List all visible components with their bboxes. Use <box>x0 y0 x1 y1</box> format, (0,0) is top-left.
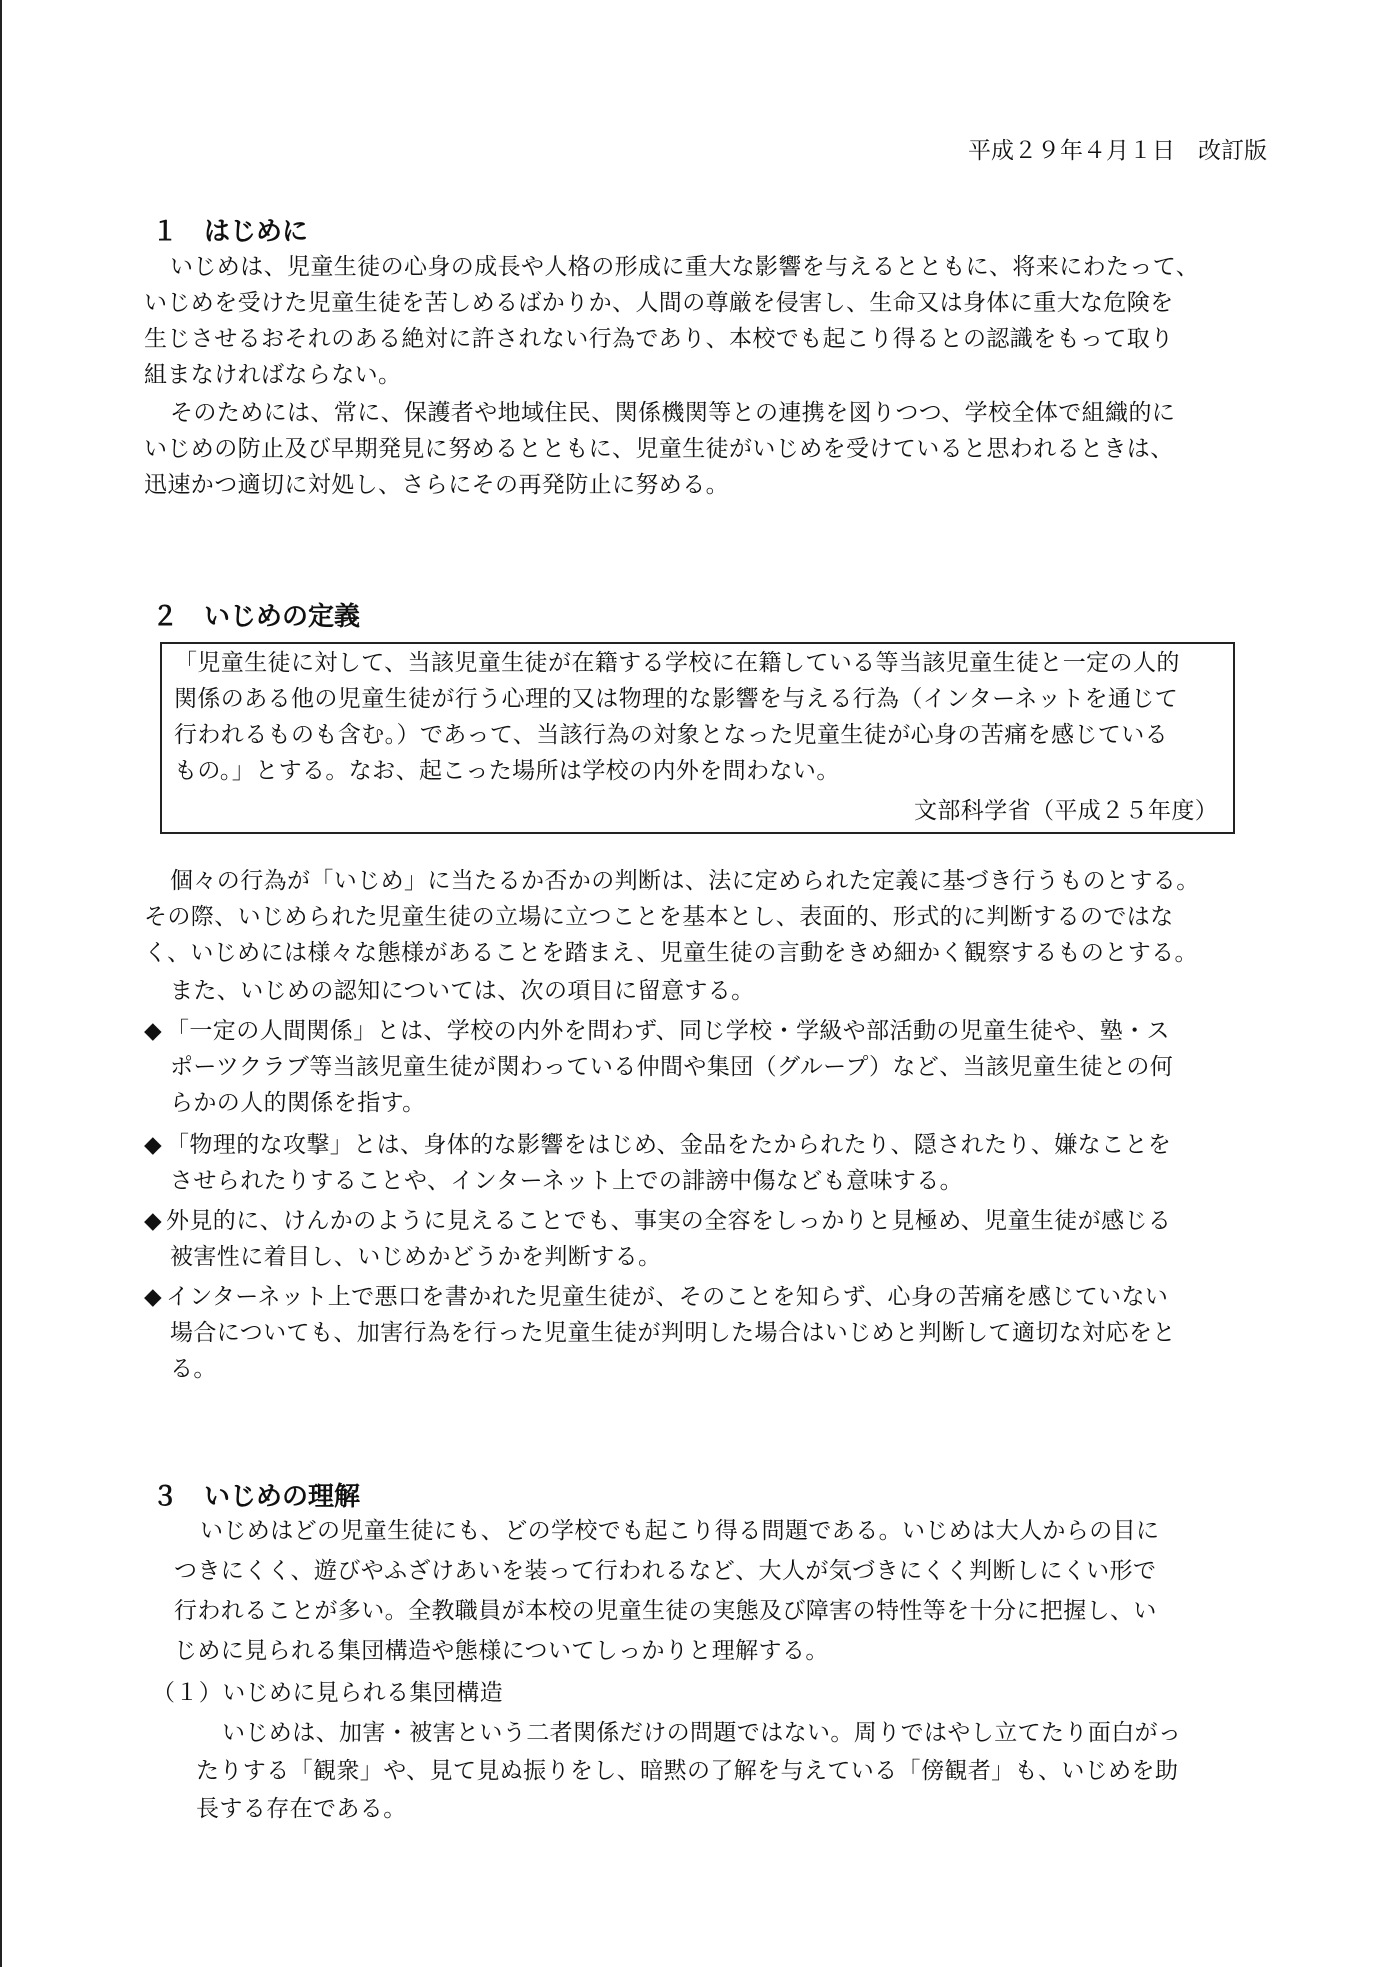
diamond-bullet-icon: ◆ <box>144 1284 163 1310</box>
section-number: １ <box>152 217 179 247</box>
subsection-line: いじめは、加害・被害という二者関係だけの問題ではない。周りではやし立てたり面白がっ <box>222 1720 1182 1746</box>
paragraph-line: く、いじめには様々な態様があることを踏まえ、児童生徒の言動をきめ細かく観察するものとする。 <box>144 940 1198 966</box>
paragraph-line: 個々の行為が「いじめ」に当たるか否かの判断は、法に定められた定義に基づき行うものとする。 <box>170 868 1200 894</box>
section-title: いじめの定義 <box>204 602 361 632</box>
bullet-item <box>144 1206 1171 1236</box>
definition-line: 「児童生徒に対して、当該児童生徒が在籍する学校に在籍している等当該児童生徒と一定の人的 <box>174 650 1180 676</box>
bullet-text: 「一定の人間関係」とは、学校の内外を問わず、同じ学校・学級や部活動の児童生徒や、塾・ス <box>166 1018 1170 1044</box>
section-heading-2 <box>152 596 360 633</box>
diamond-bullet-icon: ◆ <box>144 1132 163 1158</box>
bullet-continuation: させられたりすることや、インターネット上での誹謗中傷なども意味する。 <box>170 1168 964 1194</box>
bullet-continuation: 被害性に着目し、いじめかどうかを判断する。 <box>170 1244 662 1270</box>
section-heading-1 <box>152 211 308 248</box>
paragraph-line: また、いじめの認知については、次の項目に留意する。 <box>170 978 755 1004</box>
paragraph-line: じめに見られる集団構造や態様についてしっかりと理解する。 <box>174 1638 829 1664</box>
diamond-bullet-icon: ◆ <box>144 1018 163 1044</box>
bullet-item <box>144 1130 1171 1160</box>
paragraph-line: いじめの防止及び早期発見に努めるとともに、児童生徒がいじめを受けていると思われるときは、 <box>144 436 1174 462</box>
definition-line: 行われるものも含む。）であって、当該行為の対象となった児童生徒が心身の苦痛を感じている <box>174 722 1169 748</box>
bullet-continuation: る。 <box>170 1356 217 1382</box>
paragraph-line: そのためには、常に、保護者や地域住民、関係機関等との連携を図りつつ、学校全体で組織的に <box>170 400 1176 426</box>
section-title: はじめに <box>204 217 309 247</box>
subsection-title: （１）いじめに見られる集団構造 <box>152 1680 503 1706</box>
bullet-text: インターネット上で悪口を書かれた児童生徒が、そのことを知らず、心身の苦痛を感じていない <box>166 1284 1169 1310</box>
paragraph-line: その際、いじめられた児童生徒の立場に立つことを基本とし、表面的、形式的に判断するのではな <box>144 904 1174 930</box>
bullet-continuation: らかの人的関係を指す。 <box>170 1090 426 1116</box>
definition-line: もの。」とする。なお、起こった場所は学校の内外を問わない。 <box>174 758 840 784</box>
definition-source: 文部科学省（平成２５年度） <box>914 798 1219 824</box>
bullet-item <box>144 1282 1168 1312</box>
bullet-continuation: ポーツクラブ等当該児童生徒が関わっている仲間や集団（グループ）など、当該児童生徒との何 <box>170 1054 1174 1080</box>
definition-line: 関係のある他の児童生徒が行う心理的又は物理的な影響を与える行為（インターネットを通じて <box>174 686 1179 712</box>
section-heading-3 <box>152 1476 360 1513</box>
bullet-text: 外見的に、けんかのように見えることでも、事実の全容をしっかりと見極め、児童生徒が感じる <box>166 1208 1172 1234</box>
section-title: いじめの理解 <box>204 1482 361 1512</box>
paragraph-line: 行われることが多い。全教職員が本校の児童生徒の実態及び障害の特性等を十分に把握し、い <box>174 1598 1157 1624</box>
bullet-item <box>144 1016 1170 1046</box>
paragraph-line: いじめはどの児童生徒にも、どの学校でも起こり得る問題である。いじめは大人からの目に <box>200 1518 1160 1544</box>
subsection-line: たりする「観衆」や、見て見ぬ振りをし、暗黙の了解を与えている「傍観者」も、いじめを助 <box>196 1758 1179 1784</box>
paragraph-line: つきにくく、遊びやふざけあいを装って行われるなど、大人が気づきにくく判断しにくい形で <box>174 1558 1157 1584</box>
bullet-continuation: 場合についても、加害行為を行った児童生徒が判明した場合はいじめと判断して適切な対応をと <box>170 1320 1176 1346</box>
paragraph-line: 生じさせるおそれのある絶対に許されない行為であり、本校でも起こり得るとの認識をもって取り <box>144 326 1174 352</box>
paragraph-line: 組まなければならない。 <box>144 362 402 388</box>
bullet-text: 「物理的な攻撃」とは、身体的な影響をはじめ、金品をたかられたり、隠されたり、嫌なことを <box>166 1132 1172 1158</box>
section-number: ３ <box>152 1482 179 1512</box>
subsection-line: 長する存在である。 <box>196 1796 407 1822</box>
section-number: ２ <box>152 602 179 632</box>
paragraph-line: いじめを受けた児童生徒を苦しめるばかりか、人間の尊厳を侵害し、生命又は身体に重大な危険を <box>144 290 1174 316</box>
diamond-bullet-icon: ◆ <box>144 1208 163 1234</box>
paragraph-line: 迅速かつ適切に対処し、さらにその再発防止に努める。 <box>144 472 729 498</box>
paragraph-line: いじめは、児童生徒の心身の成長や人格の形成に重大な影響を与えるとともに、将来にわたって、 <box>170 254 1200 280</box>
revision-date: 平成２９年４月１日 改訂版 <box>968 138 1267 164</box>
